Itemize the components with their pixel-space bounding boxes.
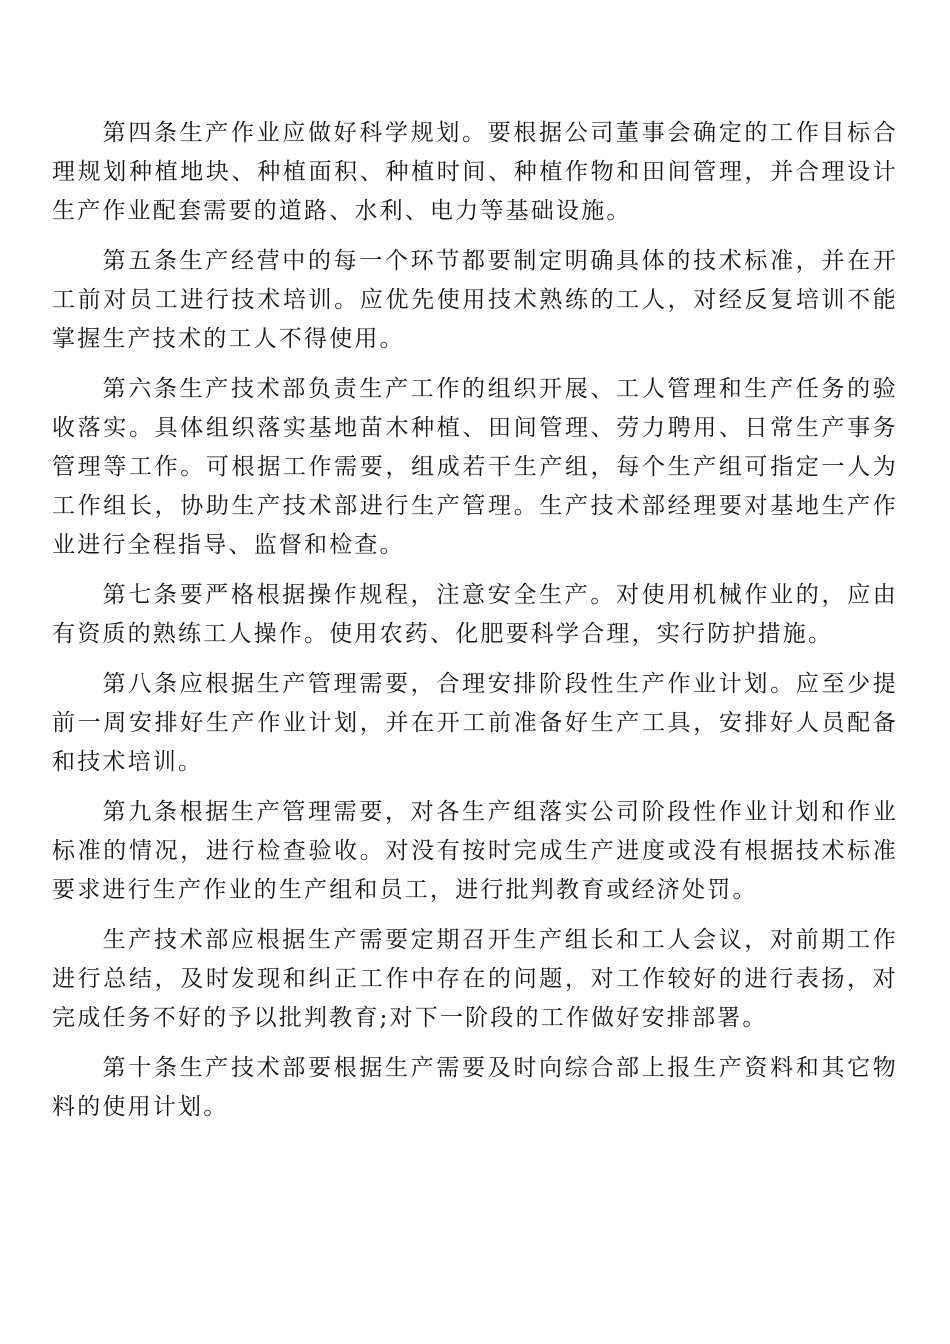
- paragraph-article-5: 第五条生产经营中的每一个环节都要制定明确具体的技术标准，并在开工前对员工进行技术培训。应优先使用技术熟练的工人，对经反复培训不能掌握生产技术的工人不得使用。: [52, 248, 898, 352]
- paragraph-article-9: 第九条根据生产管理需要，对各生产组落实公司阶段性作业计划和作业标准的情况，进行检查验收。对没有按时完成生产进度或没有根据技术标准要求进行生产作业的生产组和员工，进行批判教育或经济处罚。: [52, 799, 898, 903]
- paragraph-article-7: 第七条要严格根据操作规程，注意安全生产。对使用机械作业的，应由有资质的熟练工人操作。使用农药、化肥要科学合理，实行防护措施。: [52, 582, 898, 647]
- paragraph-article-6: 第六条生产技术部负责生产工作的组织开展、工人管理和生产任务的验收落实。具体组织落实基地苗木种植、田间管理、劳力聘用、日常生产事务管理等工作。可根据工作需要，组成若干生产组，每个生产组可指定一人为工作组长，协助生产技术部进行生产管理。生产技术部经理要对基地生产作业进行全程指导、监督和检查。: [52, 376, 898, 558]
- document-body: [52, 114, 898, 1138]
- paragraph-article-4: 第四条生产作业应做好科学规划。要根据公司董事会确定的工作目标合理规划种植地块、种植面积、种植时间、种植作物和田间管理，并合理设计生产作业配套需要的道路、水利、电力等基础设施。: [52, 120, 898, 224]
- paragraph-article-8: 第八条应根据生产管理需要，合理安排阶段性生产作业计划。应至少提前一周安排好生产作业计划，并在开工前准备好生产工具，安排好人员配备和技术培训。: [52, 671, 898, 775]
- paragraph-meeting-note: 生产技术部应根据生产需要定期召开生产组长和工人会议，对前期工作进行总结，及时发现和纠正工作中存在的问题，对工作较好的进行表扬，对完成任务不好的予以批判教育;对下一阶段的工作做好安排部署。: [52, 927, 898, 1031]
- paragraph-article-10: 第十条生产技术部要根据生产需要及时向综合部上报生产资料和其它物料的使用计划。: [52, 1055, 898, 1120]
